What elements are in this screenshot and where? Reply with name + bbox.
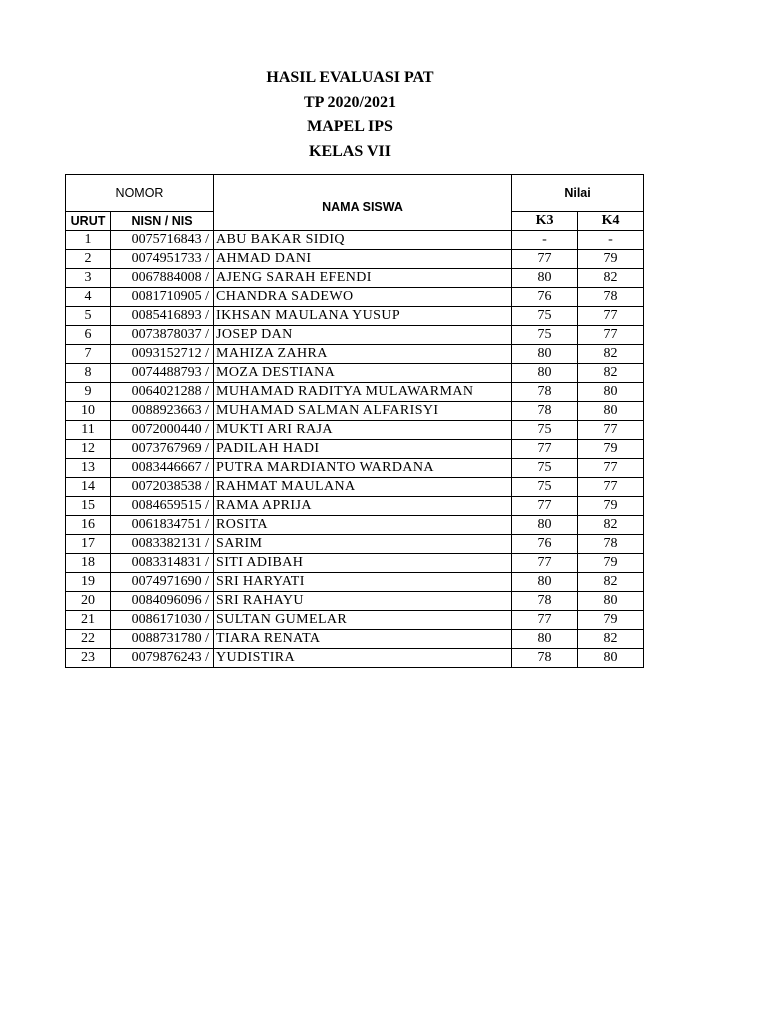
cell-nama-siswa: AHMAD DANI xyxy=(214,250,512,269)
cell-k3: 78 xyxy=(512,592,578,611)
grades-table-body xyxy=(66,231,644,668)
cell-k3: 75 xyxy=(512,421,578,440)
title-line-2: TP 2020/2021 xyxy=(303,93,396,111)
cell-nama-siswa: MUKTI ARI RAJA xyxy=(214,421,512,440)
cell-nama-siswa: RAMA APRIJA xyxy=(214,497,512,516)
cell-urut: 6 xyxy=(66,326,111,345)
table-row xyxy=(66,250,644,269)
cell-nisn: 0074951733 / xyxy=(111,250,214,269)
cell-nama-siswa: IKHSAN MAULANA YUSUP xyxy=(214,307,512,326)
table-row xyxy=(66,497,644,516)
cell-k4: 79 xyxy=(578,250,644,269)
table-row xyxy=(66,459,644,478)
cell-k3: 77 xyxy=(512,497,578,516)
table-row xyxy=(66,421,644,440)
cell-nama-siswa: SARIM xyxy=(214,535,512,554)
cell-nama-siswa: PUTRA MARDIANTO WARDANA xyxy=(214,459,512,478)
cell-nama-siswa: SULTAN GUMELAR xyxy=(214,611,512,630)
table-row xyxy=(66,231,644,250)
cell-urut: 12 xyxy=(66,440,111,459)
cell-nisn: 0088923663 / xyxy=(111,402,214,421)
header-nilai: Nilai xyxy=(512,175,644,212)
cell-nama-siswa: RAHMAT MAULANA xyxy=(214,478,512,497)
cell-urut: 7 xyxy=(66,345,111,364)
cell-k3: 76 xyxy=(512,288,578,307)
cell-k4: 77 xyxy=(578,326,644,345)
cell-k4: 79 xyxy=(578,554,644,573)
cell-nisn: 0079876243 / xyxy=(111,649,214,668)
cell-nisn: 0086171030 / xyxy=(111,611,214,630)
cell-k3: 76 xyxy=(512,535,578,554)
header-k4: K4 xyxy=(578,212,644,231)
cell-k3: 77 xyxy=(512,554,578,573)
cell-nama-siswa: SRI HARYATI xyxy=(214,573,512,592)
cell-nisn: 0064021288 / xyxy=(111,383,214,402)
table-row xyxy=(66,364,644,383)
cell-urut: 17 xyxy=(66,535,111,554)
cell-k4: 77 xyxy=(578,421,644,440)
cell-nama-siswa: ROSITA xyxy=(214,516,512,535)
cell-k4: 80 xyxy=(578,402,644,421)
title-line-4: KELAS VII xyxy=(309,142,391,160)
cell-nisn: 0088731780 / xyxy=(111,630,214,649)
table-row xyxy=(66,478,644,497)
cell-k4: 82 xyxy=(578,269,644,288)
table-row xyxy=(66,535,644,554)
cell-urut: 9 xyxy=(66,383,111,402)
cell-nisn: 0072000440 / xyxy=(111,421,214,440)
header-urut: URUT xyxy=(66,212,111,231)
cell-k3: 77 xyxy=(512,250,578,269)
cell-nama-siswa: MAHIZA ZAHRA xyxy=(214,345,512,364)
table-row xyxy=(66,402,644,421)
cell-nama-siswa: YUDISTIRA xyxy=(214,649,512,668)
title-line-1: HASIL EVALUASI PAT xyxy=(266,69,434,86)
cell-urut: 22 xyxy=(66,630,111,649)
cell-k3: 75 xyxy=(512,478,578,497)
cell-nama-siswa: MUHAMAD SALMAN ALFARISYI xyxy=(214,402,512,421)
cell-nisn: 0085416893 / xyxy=(111,307,214,326)
cell-k4: 82 xyxy=(578,630,644,649)
header-nama-siswa: NAMA SISWA xyxy=(214,175,512,231)
table-row xyxy=(66,288,644,307)
table-row xyxy=(66,307,644,326)
cell-urut: 10 xyxy=(66,402,111,421)
cell-k4: 79 xyxy=(578,611,644,630)
header-nisn-nis: NISN / NIS xyxy=(111,212,214,231)
table-row xyxy=(66,269,644,288)
cell-k4: 82 xyxy=(578,345,644,364)
cell-k4: 82 xyxy=(578,516,644,535)
cell-urut: 5 xyxy=(66,307,111,326)
cell-k3: 78 xyxy=(512,402,578,421)
table-row xyxy=(66,383,644,402)
cell-urut: 21 xyxy=(66,611,111,630)
cell-k3: 80 xyxy=(512,516,578,535)
cell-nama-siswa: TIARA RENATA xyxy=(214,630,512,649)
cell-k3: 75 xyxy=(512,307,578,326)
cell-k4: 78 xyxy=(578,535,644,554)
cell-k3: 77 xyxy=(512,440,578,459)
cell-urut: 19 xyxy=(66,573,111,592)
table-row xyxy=(66,440,644,459)
cell-urut: 2 xyxy=(66,250,111,269)
cell-k3: 78 xyxy=(512,649,578,668)
cell-k3: 78 xyxy=(512,383,578,402)
cell-k4: 79 xyxy=(578,440,644,459)
table-row xyxy=(66,630,644,649)
cell-nisn: 0083314831 / xyxy=(111,554,214,573)
cell-nama-siswa: MUHAMAD RADITYA MULAWARMAN xyxy=(214,383,512,402)
cell-nisn: 0084096096 / xyxy=(111,592,214,611)
table-row xyxy=(66,611,644,630)
cell-k4: 77 xyxy=(578,478,644,497)
cell-nama-siswa: PADILAH HADI xyxy=(214,440,512,459)
cell-urut: 1 xyxy=(66,231,111,250)
cell-nama-siswa: SRI RAHAYU xyxy=(214,592,512,611)
grades-table xyxy=(65,174,644,668)
title-line-3: MAPEL IPS xyxy=(307,118,393,135)
cell-nisn: 0083382131 / xyxy=(111,535,214,554)
cell-nisn: 0073878037 / xyxy=(111,326,214,345)
header-nomor: NOMOR xyxy=(66,175,214,212)
cell-k3: 77 xyxy=(512,611,578,630)
cell-k3: 80 xyxy=(512,630,578,649)
cell-nisn: 0084659515 / xyxy=(111,497,214,516)
cell-urut: 3 xyxy=(66,269,111,288)
cell-k3: 80 xyxy=(512,573,578,592)
cell-nisn: 0093152712 / xyxy=(111,345,214,364)
document-title xyxy=(150,66,550,164)
cell-k4: 77 xyxy=(578,459,644,478)
cell-urut: 14 xyxy=(66,478,111,497)
cell-urut: 11 xyxy=(66,421,111,440)
cell-urut: 16 xyxy=(66,516,111,535)
cell-k3: 75 xyxy=(512,459,578,478)
cell-nisn: 0061834751 / xyxy=(111,516,214,535)
cell-nisn: 0072038538 / xyxy=(111,478,214,497)
cell-nisn: 0067884008 / xyxy=(111,269,214,288)
table-row xyxy=(66,326,644,345)
cell-nisn: 0083446667 / xyxy=(111,459,214,478)
cell-nisn: 0081710905 / xyxy=(111,288,214,307)
cell-urut: 8 xyxy=(66,364,111,383)
cell-nisn: 0073767969 / xyxy=(111,440,214,459)
cell-k4: - xyxy=(578,231,644,250)
cell-nama-siswa: JOSEP DAN xyxy=(214,326,512,345)
cell-k4: 82 xyxy=(578,364,644,383)
cell-urut: 4 xyxy=(66,288,111,307)
cell-urut: 15 xyxy=(66,497,111,516)
cell-k3: 75 xyxy=(512,326,578,345)
table-row xyxy=(66,345,644,364)
cell-nama-siswa: MOZA DESTIANA xyxy=(214,364,512,383)
cell-k4: 80 xyxy=(578,383,644,402)
table-row xyxy=(66,649,644,668)
cell-k4: 78 xyxy=(578,288,644,307)
cell-k4: 82 xyxy=(578,573,644,592)
cell-k3: - xyxy=(512,231,578,250)
cell-k4: 80 xyxy=(578,649,644,668)
cell-k3: 80 xyxy=(512,364,578,383)
cell-nisn: 0074488793 / xyxy=(111,364,214,383)
table-row xyxy=(66,573,644,592)
cell-k4: 80 xyxy=(578,592,644,611)
cell-k4: 77 xyxy=(578,307,644,326)
cell-k4: 79 xyxy=(578,497,644,516)
cell-urut: 20 xyxy=(66,592,111,611)
cell-k3: 80 xyxy=(512,345,578,364)
cell-nama-siswa: CHANDRA SADEWO xyxy=(214,288,512,307)
cell-nisn: 0074971690 / xyxy=(111,573,214,592)
cell-urut: 18 xyxy=(66,554,111,573)
cell-urut: 23 xyxy=(66,649,111,668)
header-k3: K3 xyxy=(512,212,578,231)
table-row xyxy=(66,554,644,573)
cell-nama-siswa: AJENG SARAH EFENDI xyxy=(214,269,512,288)
cell-nama-siswa: ABU BAKAR SIDIQ xyxy=(214,231,512,250)
table-row xyxy=(66,516,644,535)
table-row xyxy=(66,592,644,611)
cell-k3: 80 xyxy=(512,269,578,288)
cell-urut: 13 xyxy=(66,459,111,478)
cell-nama-siswa: SITI ADIBAH xyxy=(214,554,512,573)
cell-nisn: 0075716843 / xyxy=(111,231,214,250)
